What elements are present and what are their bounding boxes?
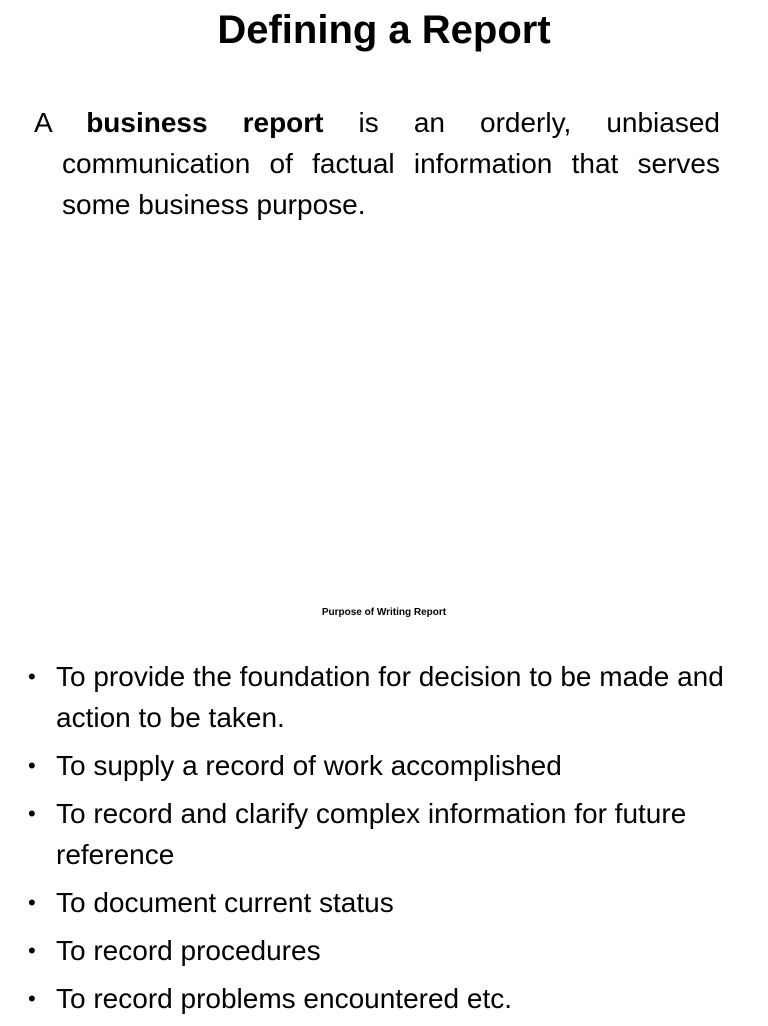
bullet-icon: • bbox=[28, 664, 36, 689]
list-item bbox=[28, 930, 728, 971]
list-item-text: To record procedures bbox=[56, 935, 321, 966]
definition-paragraph bbox=[34, 102, 720, 225]
list-item-text: To record problems encountered etc. bbox=[56, 983, 513, 1014]
bullet-icon: • bbox=[28, 938, 36, 963]
page-title: Defining a Report bbox=[217, 8, 551, 52]
bullet-icon: • bbox=[28, 801, 36, 826]
bullet-icon: • bbox=[28, 753, 36, 778]
bullet-icon: • bbox=[28, 986, 36, 1011]
list-item bbox=[28, 745, 728, 786]
list-item bbox=[28, 882, 728, 923]
definition-term: business report bbox=[86, 107, 324, 138]
purpose-list bbox=[28, 656, 728, 1026]
list-item-text: To document current status bbox=[56, 887, 394, 918]
list-item bbox=[28, 978, 728, 1019]
definition-text: is an orderly, unbiased communication of factual information that serves some business purpose. bbox=[62, 107, 720, 220]
list-item bbox=[28, 656, 728, 738]
purpose-subtitle: Purpose of Writing Report bbox=[321, 607, 447, 618]
definition-article: A bbox=[34, 107, 87, 138]
list-item-text: To record and clarify complex information for future reference bbox=[56, 798, 687, 870]
list-item-text: To supply a record of work accomplished bbox=[56, 750, 562, 781]
list-item-text: To provide the foundation for decision to be made and action to be taken. bbox=[56, 661, 724, 733]
bullet-icon: • bbox=[28, 890, 36, 915]
list-item bbox=[28, 793, 728, 875]
